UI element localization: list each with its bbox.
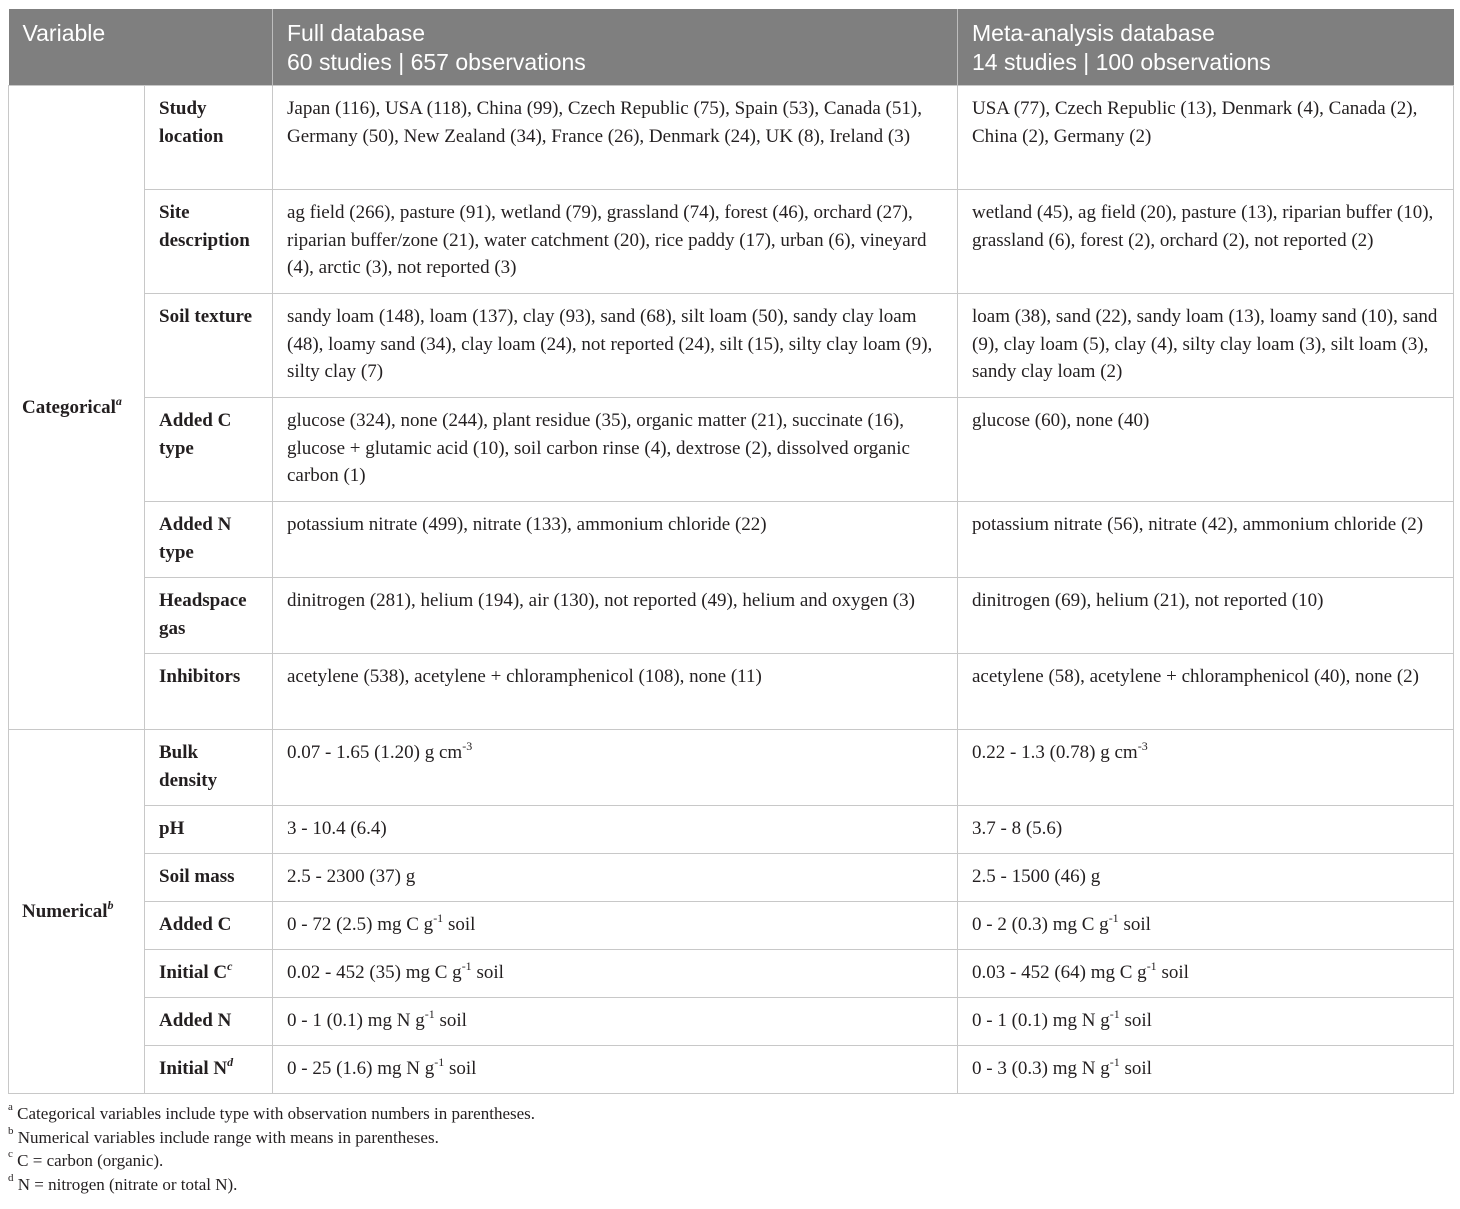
meta-value: 0.03 - 452 (64) mg C $g^{-1}$ soil (958, 950, 1454, 998)
footnote: $^b$ Numerical variables include range with means in parentheses. (8, 1124, 439, 1147)
meta-value: potassium nitrate (56), nitrate (42), ammonium chloride (2) (958, 502, 1454, 578)
data-table-container (8, 9, 1453, 1094)
meta-value: wetland (45), ag field (20), pasture (13), riparian buffer (10), grassland (6), forest (2), orchard (2), not reported (2) (958, 190, 1454, 294)
table-body (9, 86, 1454, 1094)
table-row (9, 854, 1454, 902)
table-row (9, 86, 1454, 190)
variable-name: Initial $N^d$ (145, 1046, 273, 1094)
variable-name: Initial $C^c$ (145, 950, 273, 998)
full-value: 0.02 - 452 (35) mg C $g^{-1}$ soil (273, 950, 958, 998)
group-categorical (9, 86, 145, 730)
meta-value: 0.22 - 1.3 (0.78) g $cm^{-3}$ (958, 730, 1454, 806)
footnote: $^a$ Categorical variables include type with observation numbers in parentheses. (8, 1101, 536, 1123)
table-row (9, 578, 1454, 654)
footnote-marker: a (115, 393, 122, 408)
footnotes (8, 1102, 535, 1196)
meta-value: 0 - 1 (0.1) mg N $g^{-1}$ soil (958, 998, 1454, 1046)
table-row (9, 950, 1454, 998)
table-row (9, 190, 1454, 294)
meta-value: glucose (60), none (40) (958, 398, 1454, 502)
group-label: Numerical (22, 901, 108, 923)
table-row (9, 902, 1454, 950)
header-full-database (273, 9, 958, 86)
header-meta-database (958, 9, 1454, 86)
variable-name: Headspace gas (145, 578, 273, 654)
table-row (9, 806, 1454, 854)
full-value: acetylene (538), acetylene + chloramphenicol (108), none (11) (273, 654, 958, 730)
header-meta-title: Meta-analysis database (972, 20, 1215, 46)
header-full-title: Full database (287, 20, 426, 46)
table-row (9, 730, 1454, 806)
table-row (9, 654, 1454, 730)
variable-name: Added N (145, 998, 273, 1046)
meta-value: 0 - 2 (0.3) mg C $g^{-1}$ soil (958, 902, 1454, 950)
variable-name: pH (145, 806, 273, 854)
full-value: 0 - 25 (1.6) mg N $g^{-1}$ soil (273, 1046, 958, 1094)
variable-name: Inhibitors (145, 654, 273, 730)
meta-value: loam (38), sand (22), sandy loam (13), loamy sand (10), sand (9), clay loam (5), clay (4), silty clay loam (3), silt loam (3), sandy clay loam (2) (958, 294, 1454, 398)
meta-value: acetylene (58), acetylene + chloramphenicol (40), none (2) (958, 654, 1454, 730)
meta-value: 3.7 - 8 (5.6) (958, 806, 1454, 854)
full-value: sandy loam (148), loam (137), clay (93), sand (68), silt loam (50), sandy clay loam (48), loamy sand (34), clay loam (24), not reported (24), silt (15), silty clay loam (9), silty clay (7) (273, 294, 958, 398)
group-numerical (9, 730, 145, 1094)
variable-name: Added C (145, 902, 273, 950)
table-row (9, 998, 1454, 1046)
variable-name: Soil mass (145, 854, 273, 902)
full-value: ag field (266), pasture (91), wetland (79), grassland (74), forest (46), orchard (27), riparian buffer/zone (21), water catchment (20), rice paddy (17), urban (6), vineyard (4), arctic (3), not reported (3) (273, 190, 958, 294)
header-row (9, 9, 1454, 86)
table-header (9, 9, 1454, 86)
footnote: $^d$ N = nitrogen (nitrate or total N). (8, 1171, 238, 1194)
variable-name: Site description (145, 190, 273, 294)
variable-name: Soil texture (145, 294, 273, 398)
full-value: Japan (116), USA (118), China (99), Czech Republic (75), Spain (53), Canada (51), Germany (50), New Zealand (34), France (26), Denmark (24), UK (8), Ireland (3) (273, 86, 958, 190)
meta-value: USA (77), Czech Republic (13), Denmark (4), Canada (2), China (2), Germany (2) (958, 86, 1454, 190)
meta-value: 2.5 - 1500 (46) g (958, 854, 1454, 902)
group-label: Categorical (22, 397, 116, 419)
variable-name: Added C type (145, 398, 273, 502)
meta-value: dinitrogen (69), helium (21), not reported (10) (958, 578, 1454, 654)
variables-table (8, 9, 1454, 1094)
table-row (9, 502, 1454, 578)
header-full-subtitle: 60 studies | 657 observations (287, 49, 586, 75)
variable-name: Added N type (145, 502, 273, 578)
footnote: $^c$ C = carbon (organic). (8, 1148, 164, 1170)
footnote-marker: b (107, 897, 114, 912)
full-value: potassium nitrate (499), nitrate (133), ammonium chloride (22) (273, 502, 958, 578)
table-row (9, 398, 1454, 502)
full-value: 3 - 10.4 (6.4) (273, 806, 958, 854)
full-value: 2.5 - 2300 (37) g (273, 854, 958, 902)
full-value: 0 - 72 (2.5) mg C $g^{-1}$ soil (273, 902, 958, 950)
meta-value: 0 - 3 (0.3) mg N $g^{-1}$ soil (958, 1046, 1454, 1094)
full-value: dinitrogen (281), helium (194), air (130), not reported (49), helium and oxygen (3) (273, 578, 958, 654)
table-row (9, 1046, 1454, 1094)
header-variable: Variable (9, 9, 273, 86)
header-meta-subtitle: 14 studies | 100 observations (972, 49, 1271, 75)
full-value: 0.07 - 1.65 (1.20) g $cm^{-3}$ (273, 730, 958, 806)
full-value: 0 - 1 (0.1) mg N $g^{-1}$ soil (273, 998, 958, 1046)
variable-name: Study location (145, 86, 273, 190)
table-row (9, 294, 1454, 398)
variable-name: Bulk density (145, 730, 273, 806)
full-value: glucose (324), none (244), plant residue (35), organic matter (21), succinate (16), glucose + glutamic acid (10), soil carbon rinse (4), dextrose (2), dissolved organic carbon (1) (273, 398, 958, 502)
